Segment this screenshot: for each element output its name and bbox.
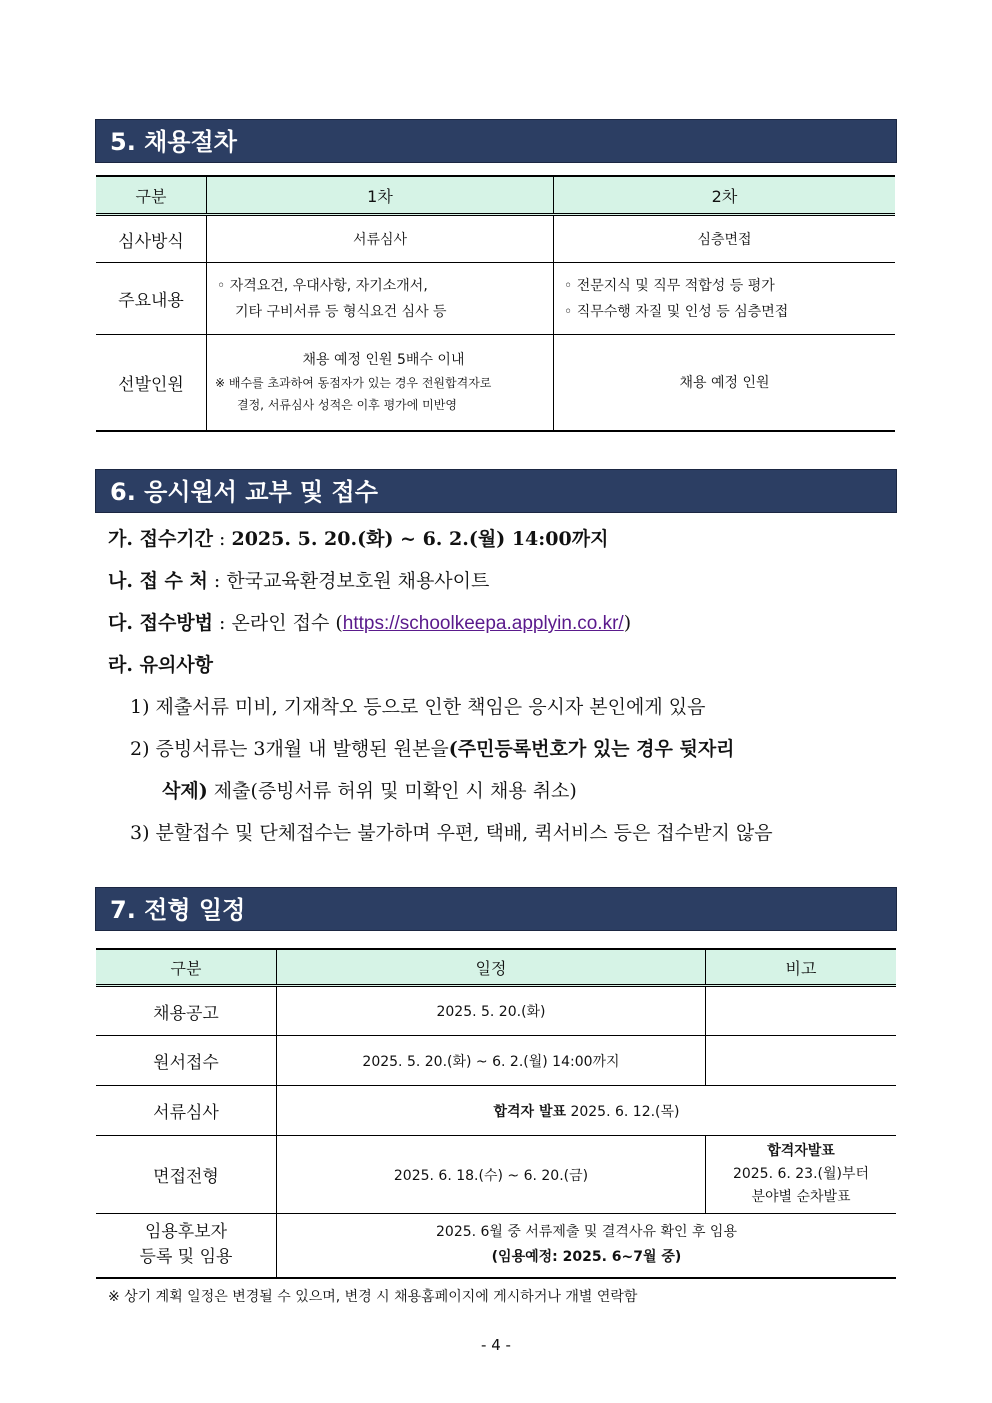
schedule-row-label: 면접전형 [96, 1136, 277, 1214]
header-category: 구분 [96, 176, 207, 215]
note-1: 1) 제출서류 미비, 기재착오 등으로 인한 책임은 응시자 본인에게 있음 [130, 696, 706, 718]
row-content-first [207, 263, 554, 335]
schedule-row-label: 서류심사 [96, 1086, 277, 1136]
header-first: 1차 [207, 176, 554, 215]
method-close: ) [623, 612, 632, 634]
schedule-header-category: 구분 [96, 949, 277, 986]
schedule-header-date: 일정 [277, 949, 706, 986]
section6-title: 6. 응시원서 교부 및 접수 [95, 469, 897, 513]
content-first-line1: ◦ 자격요건, 우대사항, 자기소개서, [217, 277, 428, 294]
note-3: 3) 분할접수 및 단체접수는 불가하며 우편, 택배, 퀵서비스 등은 접수받지 않음 [130, 822, 773, 844]
note-2-cont [108, 770, 898, 812]
schedule-row-date [277, 1214, 897, 1278]
note-2 [108, 728, 898, 770]
method-line: 다. 접수방법 : 온라인 접수 (https://schoolkeepa.applyin.co.kr/) [108, 612, 632, 634]
recruitment-procedure-table [96, 175, 895, 432]
row-method-second: 심층면접 [554, 215, 896, 263]
note-2-c: 삭제) [162, 780, 208, 802]
schedule-row-remark [706, 986, 897, 1036]
schedule-row-label [96, 1214, 277, 1278]
schedule-row-date: 2025. 5. 20.(화) [277, 986, 706, 1036]
row-selection-first [207, 335, 554, 431]
row-method-label: 심사방식 [96, 215, 207, 263]
selection-first-line3: 결정, 서류심사 성적은 이후 평가에 미반영 [237, 398, 457, 413]
label-line1: 임용후보자 [144, 1222, 228, 1243]
row-content-second [554, 263, 896, 335]
remark-line3: 분야별 순차발표 [751, 1189, 851, 1205]
page-number: - 4 - [481, 1336, 511, 1354]
period-value: 2025. 5. 20.(화) ~ 6. 2.(월) 14:00까지 [231, 528, 609, 550]
row-selection-second: 채용 예정 인원 [554, 335, 896, 431]
row-content-label: 주요내용 [96, 263, 207, 335]
header-second: 2차 [554, 176, 896, 215]
schedule-row-date [277, 1086, 897, 1136]
schedule-row-remark [706, 1136, 897, 1214]
result-announce-date: 2025. 6. 12.(목) [566, 1103, 680, 1120]
section5-title: 5. 채용절차 [95, 119, 897, 163]
note-2-d: 제출(증빙서류 허위 및 미확인 시 채용 취소) [207, 780, 577, 802]
row-selection-label: 선발인원 [96, 335, 207, 431]
method-value: 온라인 접수 ( [231, 612, 343, 634]
notes-line [108, 644, 898, 686]
content-second-line2: ◦ 직무수행 자질 및 인성 등 심층면접 [564, 303, 789, 320]
selection-first-line2: ※ 배수를 초과하여 동점자가 있는 경우 전원합격자로 [215, 376, 492, 391]
method-label: 다. 접수방법 [108, 612, 213, 634]
selection-first-line1: 채용 예정 인원 5배수 이내 [302, 352, 465, 369]
schedule-row-remark [706, 1036, 897, 1086]
period-label: 가. 접수기간 [108, 528, 213, 550]
remark-line1: 합격자발표 [767, 1143, 835, 1159]
place-line: 나. 접 수 처 : 한국교육환경보호원 채용사이트 [108, 570, 490, 592]
note-2-b: (주민등록번호가 있는 경우 뒷자리 [448, 738, 735, 760]
application-site-link[interactable]: https://schoolkeepa.applyin.co.kr/ [342, 613, 624, 634]
application-section [108, 518, 898, 854]
label-line2: 등록 및 임용 [139, 1247, 233, 1268]
remark-line2: 2025. 6. 23.(월)부터 [732, 1166, 870, 1182]
schedule-row-date: 2025. 6. 18.(수) ~ 6. 20.(금) [277, 1136, 706, 1214]
note-2-a: 2) 증빙서류는 3개월 내 발행된 원본을 [130, 738, 449, 760]
result-announce-label: 합격자 발표 [493, 1103, 566, 1120]
period-line: 가. 접수기간 : 2025. 5. 20.(화) ~ 6. 2.(월) 14:00까지 [108, 528, 609, 550]
notes-label: 라. 유의사항 [108, 654, 213, 676]
appoint-line2: (임용예정: 2025. 6~7월 중) [491, 1249, 682, 1266]
appoint-line1: 2025. 6월 중 서류제출 및 결격사유 확인 후 임용 [436, 1224, 737, 1241]
schedule-header-remark: 비고 [706, 949, 897, 986]
content-first-line2: 기타 구비서류 등 형식요건 심사 등 [235, 303, 447, 320]
schedule-row-label: 채용공고 [96, 986, 277, 1036]
section7-title: 7. 전형 일정 [95, 887, 897, 931]
content-second-line1: ◦ 전문지식 및 직무 적합성 등 평가 [564, 277, 775, 294]
schedule-row-date: 2025. 5. 20.(화) ~ 6. 2.(월) 14:00까지 [277, 1036, 706, 1086]
schedule-footnote: ※ 상기 계획 일정은 변경될 수 있으며, 변경 시 채용홈페이지에 게시하거나 개별 연락함 [108, 1289, 638, 1305]
place-label: 나. 접 수 처 [108, 570, 208, 592]
row-method-first: 서류심사 [207, 215, 554, 263]
schedule-table [96, 948, 896, 1279]
place-value: 한국교육환경보호원 채용사이트 [226, 570, 490, 592]
schedule-row-label: 원서접수 [96, 1036, 277, 1086]
